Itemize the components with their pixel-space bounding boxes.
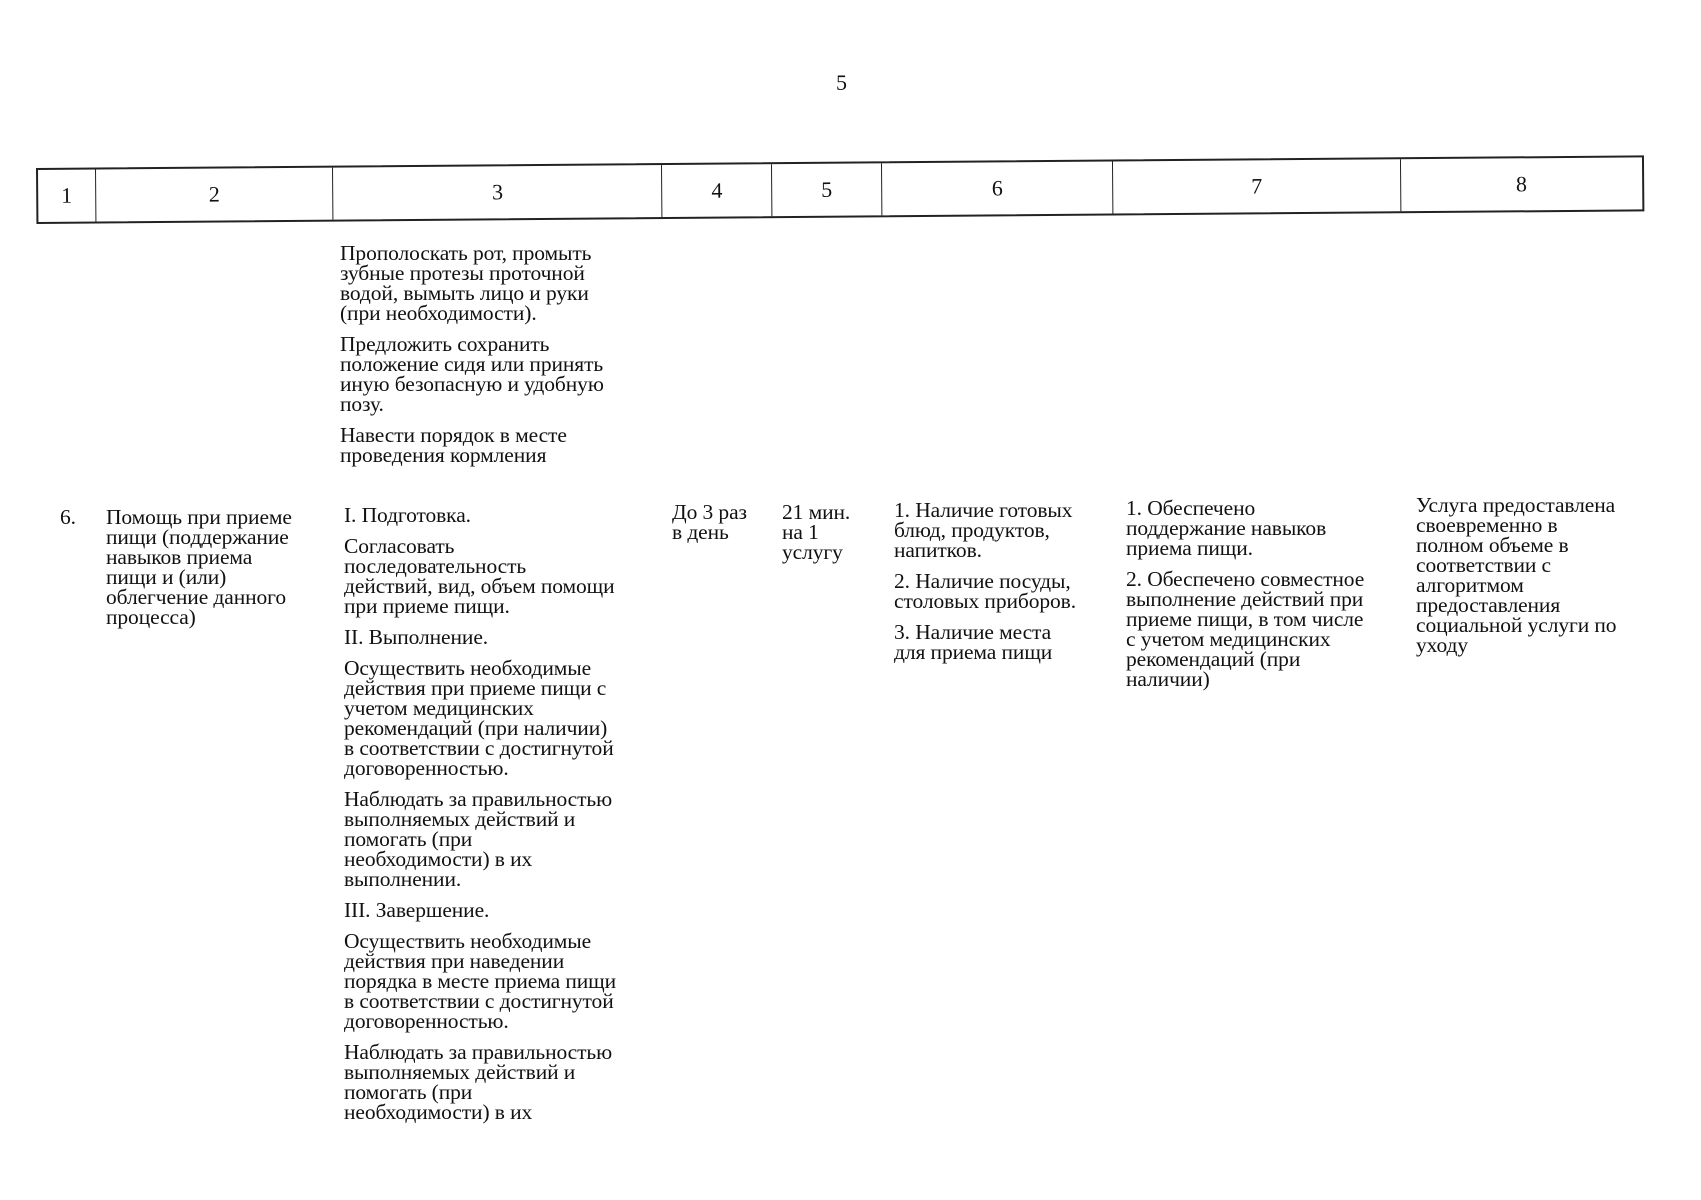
- header-col-6: 6: [882, 162, 1114, 216]
- conditions-cell: [894, 500, 1124, 662]
- frequency-cell: [672, 502, 782, 542]
- description-paragraph: III. Завершение.: [344, 898, 490, 922]
- header-col-5: 5: [772, 163, 882, 216]
- description-paragraph: I. Подготовка.: [344, 503, 471, 527]
- results-cell: [1126, 498, 1416, 689]
- header-col-2: 2: [96, 168, 334, 222]
- condition-item: 1. Наличие готовых блюд, продуктов, напитков.: [894, 498, 1073, 562]
- row-number-cell: [60, 507, 100, 527]
- result-item: 2. Обеспечено совместное выполнение действий при приеме пищи, в том числе с учетом медицинских рекомендаций (при наличии): [1126, 567, 1365, 691]
- continuation-paragraph: Навести порядок в месте проведения кормления: [340, 423, 567, 467]
- description-paragraph: Наблюдать за правильностью выполняемых действий и помогать (при необходимости) в их: [344, 1040, 613, 1124]
- page-number: 5: [836, 70, 847, 95]
- description-paragraph: II. Выполнение.: [344, 625, 489, 649]
- header-col-1: 1: [38, 170, 96, 222]
- quality-text: Услуга предоставлена своевременно в полном объеме в соответствии с алгоритмом предоставления социальной услуги по уходу: [1416, 493, 1617, 657]
- description-paragraph: Согласовать последовательность действий, вид, объем помощи при приеме пищи.: [344, 534, 615, 618]
- continuation-paragraph: Прополоскать рот, промыть зубные протезы проточной водой, вымыть лицо и руки (при необходимости).: [340, 241, 592, 325]
- quality-cell: [1416, 495, 1676, 655]
- condition-item: 2. Наличие посуды, столовых приборов.: [894, 569, 1076, 613]
- continuation-cell: [340, 243, 660, 465]
- description-paragraph: Осуществить необходимые действия при наведении порядка в месте приема пищи в соответствии с достигнутой договоренностью.: [344, 929, 616, 1033]
- row-number: 6.: [60, 505, 76, 529]
- service-name-cell: [106, 507, 336, 627]
- header-col-4: 4: [662, 164, 772, 217]
- continuation-paragraph: Предложить сохранить положение сидя или принять иную безопасную и удобную позу.: [340, 332, 604, 416]
- duration: 21 мин. на 1 услугу: [782, 500, 851, 564]
- header-col-8: 8: [1515, 171, 1528, 197]
- service-name: Помощь при приеме пищи (поддержание навыков приема пищи и (или) облегчение данного процесса): [106, 505, 292, 629]
- header-col-7: 7: [1113, 159, 1401, 213]
- condition-item: 3. Наличие места для приема пищи: [894, 620, 1053, 664]
- description-paragraph: Наблюдать за правильностью выполняемых действий и помогать (при необходимости) в их выполнении.: [344, 787, 613, 891]
- header-col-3: 3: [333, 165, 663, 220]
- frequency: До 3 раз в день: [672, 500, 747, 544]
- service-description-cell: [344, 505, 674, 1122]
- duration-cell: [782, 502, 892, 562]
- description-paragraph: Осуществить необходимые действия при приеме пищи с учетом медицинских рекомендаций (при наличии) в соответствии с достигнутой договоренностью.: [344, 656, 614, 780]
- result-item: 1. Обеспечено поддержание навыков приема пищи.: [1126, 496, 1327, 560]
